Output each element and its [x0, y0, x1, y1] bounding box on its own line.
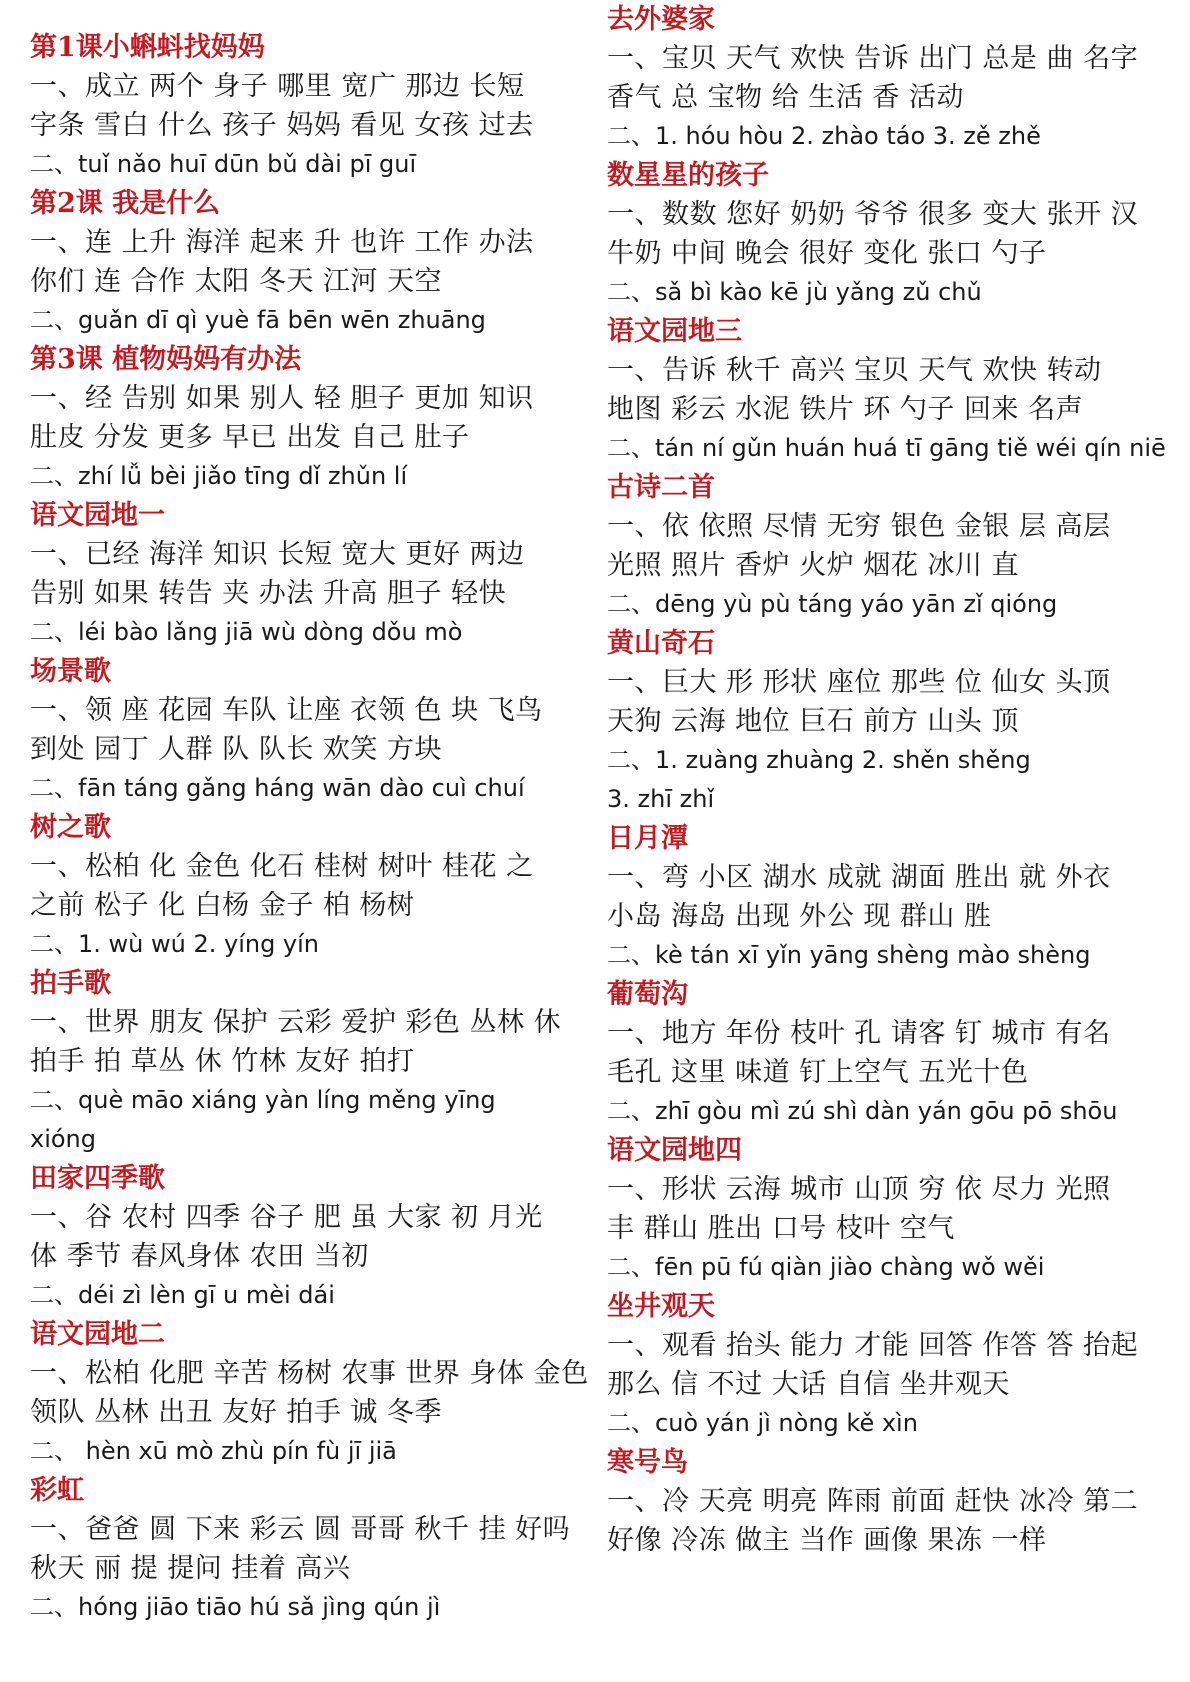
- pinyin-line: 二、zhī gòu mì zú shì dàn yán gōu pō shōu: [607, 1097, 1118, 1125]
- lesson-title: 第1课小蝌蚪找妈妈: [30, 32, 265, 63]
- pinyin-line: 二、hóng jiāo tiāo hú sǎ jìng qún jì: [30, 1593, 441, 1621]
- vocab-line: 一、冷 天亮 明亮 阵雨 前面 赶快 冰冷 第二: [607, 1486, 1139, 1517]
- vocab-line: 一、巨大 形 形状 座位 那些 位 仙女 头顶: [607, 667, 1111, 698]
- pinyin-line: 3. zhī zhǐ: [607, 785, 715, 813]
- lesson-block: [607, 1131, 1182, 1287]
- vocab-line: 一、松柏 化肥 辛苦 杨树 农事 世界 身体 金色: [30, 1358, 589, 1389]
- lesson-block: [607, 624, 1182, 819]
- pinyin-line: 二、1. zuàng zhuàng 2. shěn shěng: [607, 746, 1031, 774]
- vocab-line: 天狗 云海 地位 巨石 前方 山头 顶: [607, 706, 1019, 737]
- vocab-line: 一、宝贝 天气 欢快 告诉 出门 总是 曲 名字: [607, 43, 1139, 74]
- lesson-block: [30, 340, 590, 496]
- pinyin-line: 二、tuǐ nǎo huī dūn bǔ dài pī guī: [30, 150, 417, 178]
- pinyin-line: 二、fān táng gǎng háng wān dào cuì chuí: [30, 774, 525, 802]
- lesson-title: 拍手歌: [30, 968, 111, 999]
- lesson-title: 语文园地三: [607, 316, 742, 347]
- pinyin-line: 二、sǎ bì kào kē jù yǎng zǔ chǔ: [607, 278, 982, 306]
- lesson-title: 古诗二首: [607, 472, 715, 503]
- vocab-line: 秋天 丽 提 提问 挂着 高兴: [30, 1553, 351, 1584]
- pinyin-line: 二、cuò yán jì nòng kě xìn: [607, 1409, 918, 1437]
- pinyin-line: 二、guǎn dī qì yuè fā bēn wēn zhuāng: [30, 306, 486, 334]
- lesson-title: 场景歌: [30, 656, 111, 687]
- lesson-block: [30, 28, 590, 184]
- vocab-line: 小岛 海岛 出现 外公 现 群山 胜: [607, 901, 992, 932]
- lesson-block: [30, 184, 590, 340]
- pinyin-line: 二、déi zì lèn gī u mèi dái: [30, 1281, 335, 1309]
- pinyin-line: 二、dēng yù pù táng yáo yān zǐ qióng: [607, 590, 1058, 618]
- lesson-block: [607, 1287, 1182, 1443]
- pinyin-line: 二、què māo xiáng yàn líng měng yīng: [30, 1086, 496, 1114]
- vocab-line: 一、成立 两个 身子 哪里 宽广 那边 长短: [30, 71, 525, 102]
- vocab-line: 一、依 依照 尽情 无穷 银色 金银 层 高层: [607, 511, 1111, 542]
- lesson-title: 语文园地二: [30, 1319, 165, 1350]
- vocab-line: 牛奶 中间 晚会 很好 变化 张口 勺子: [607, 238, 1047, 269]
- lesson-title: 第3课 植物妈妈有办法: [30, 344, 302, 375]
- lesson-block: [607, 312, 1182, 468]
- lesson-block: [607, 156, 1182, 312]
- lesson-block: [30, 1159, 590, 1315]
- vocab-line: 一、谷 农村 四季 谷子 肥 虽 大家 初 月光: [30, 1202, 543, 1233]
- lesson-title: 第2课 我是什么: [30, 188, 221, 219]
- vocab-line: 光照 照片 香炉 火炉 烟花 冰川 直: [607, 550, 1019, 581]
- lesson-block: [30, 1315, 590, 1471]
- vocab-line: 一、爸爸 圆 下来 彩云 圆 哥哥 秋千 挂 好吗: [30, 1514, 571, 1545]
- vocab-line: 肚皮 分发 更多 早已 出发 自己 肚子: [30, 422, 470, 453]
- lesson-title: 日月潭: [607, 823, 688, 854]
- vocab-line: 一、已经 海洋 知识 长短 宽大 更好 两边: [30, 539, 525, 570]
- lesson-block: [30, 1471, 590, 1627]
- lesson-title: 树之歌: [30, 812, 111, 843]
- vocab-line: 那么 信 不过 大话 自信 坐井观天: [607, 1369, 1010, 1400]
- lesson-title: 语文园地四: [607, 1135, 742, 1166]
- pinyin-line: 二、tán ní gǔn huán huá tī gāng tiě wéi qín niē: [607, 434, 1166, 462]
- lesson-block: [607, 819, 1182, 975]
- pinyin-line: xióng: [30, 1125, 96, 1153]
- vocab-line: 一、告诉 秋千 高兴 宝贝 天气 欢快 转动: [607, 355, 1102, 386]
- lesson-block: [607, 975, 1182, 1131]
- lesson-block: [30, 652, 590, 808]
- lesson-title: 田家四季歌: [30, 1163, 165, 1194]
- vocab-line: 丰 群山 胜出 口号 枝叶 空气: [607, 1213, 955, 1244]
- pinyin-line: 二、zhí lǚ bèi jiǎo tīng dǐ zhǔn lí: [30, 462, 408, 490]
- pinyin-line: 二、1. wù wú 2. yíng yín: [30, 930, 320, 958]
- vocab-line: 一、领 座 花园 车队 让座 衣领 色 块 飞鸟: [30, 695, 543, 726]
- lesson-title: 去外婆家: [607, 4, 715, 35]
- vocab-line: 告别 如果 转告 夹 办法 升高 胆子 轻快: [30, 578, 507, 609]
- lesson-title: 语文园地一: [30, 500, 165, 531]
- vocab-line: 好像 冷冻 做主 当作 画像 果冻 一样: [607, 1525, 1047, 1556]
- vocab-line: 到处 园丁 人群 队 队长 欢笑 方块: [30, 734, 442, 765]
- vocab-line: 香气 总 宝物 给 生活 香 活动: [607, 82, 964, 113]
- pinyin-line: 二、 hèn xū mò zhù pín fù jī jiā: [30, 1437, 397, 1465]
- lesson-block: [607, 1443, 1182, 1560]
- vocab-line: 一、数数 您好 奶奶 爷爷 很多 变大 张开 汉: [607, 199, 1139, 230]
- vocab-line: 拍手 拍 草丛 休 竹林 友好 拍打: [30, 1046, 415, 1077]
- vocab-line: 你们 连 合作 太阳 冬天 江河 天空: [30, 266, 442, 297]
- vocab-line: 领队 丛林 出丑 友好 拍手 诚 冬季: [30, 1397, 442, 1428]
- vocab-line: 体 季节 春风身体 农田 当初: [30, 1241, 369, 1272]
- lesson-block: [30, 496, 590, 652]
- vocab-line: 一、世界 朋友 保护 云彩 爱护 彩色 丛林 休: [30, 1007, 562, 1038]
- lesson-title: 坐井观天: [607, 1291, 715, 1322]
- left-column: [30, 28, 590, 1627]
- vocab-line: 一、形状 云海 城市 山顶 穷 依 尽力 光照: [607, 1174, 1111, 1205]
- vocab-line: 一、地方 年份 枝叶 孔 请客 钉 城市 有名: [607, 1018, 1111, 1049]
- lesson-block: [30, 808, 590, 964]
- vocab-line: 之前 松子 化 白杨 金子 柏 杨树: [30, 890, 415, 921]
- vocab-line: 一、观看 抬头 能力 才能 回答 作答 答 抬起: [607, 1330, 1139, 1361]
- pinyin-line: 二、kè tán xī yǐn yāng shèng mào shèng: [607, 941, 1091, 969]
- pinyin-line: 二、fēn pū fú qiàn jiào chàng wǒ wěi: [607, 1253, 1045, 1281]
- lesson-block: [30, 964, 590, 1159]
- vocab-line: 一、松柏 化 金色 化石 桂树 树叶 桂花 之: [30, 851, 534, 882]
- lesson-title: 葡萄沟: [607, 979, 688, 1010]
- right-column: [607, 0, 1182, 1560]
- lesson-title: 彩虹: [30, 1475, 84, 1506]
- vocab-line: 字条 雪白 什么 孩子 妈妈 看见 女孩 过去: [30, 110, 534, 141]
- vocab-line: 毛孔 这里 味道 钉上空气 五光十色: [607, 1057, 1029, 1088]
- vocab-line: 一、经 告别 如果 别人 轻 胆子 更加 知识: [30, 383, 534, 414]
- vocab-line: 地图 彩云 水泥 铁片 环 勺子 回来 名声: [607, 394, 1084, 425]
- lesson-block: [607, 0, 1182, 156]
- pinyin-line: 二、1. hóu hòu 2. zhào táo 3. zě zhě: [607, 122, 1041, 150]
- vocab-line: 一、弯 小区 湖水 成就 湖面 胜出 就 外衣: [607, 862, 1111, 893]
- lesson-title: 寒号鸟: [607, 1447, 688, 1478]
- vocab-line: 一、连 上升 海洋 起来 升 也许 工作 办法: [30, 227, 534, 258]
- lesson-block: [607, 468, 1182, 624]
- lesson-title: 黄山奇石: [607, 628, 715, 659]
- pinyin-line: 二、léi bào lǎng jiā wù dòng dǒu mò: [30, 618, 463, 646]
- lesson-title: 数星星的孩子: [607, 160, 769, 191]
